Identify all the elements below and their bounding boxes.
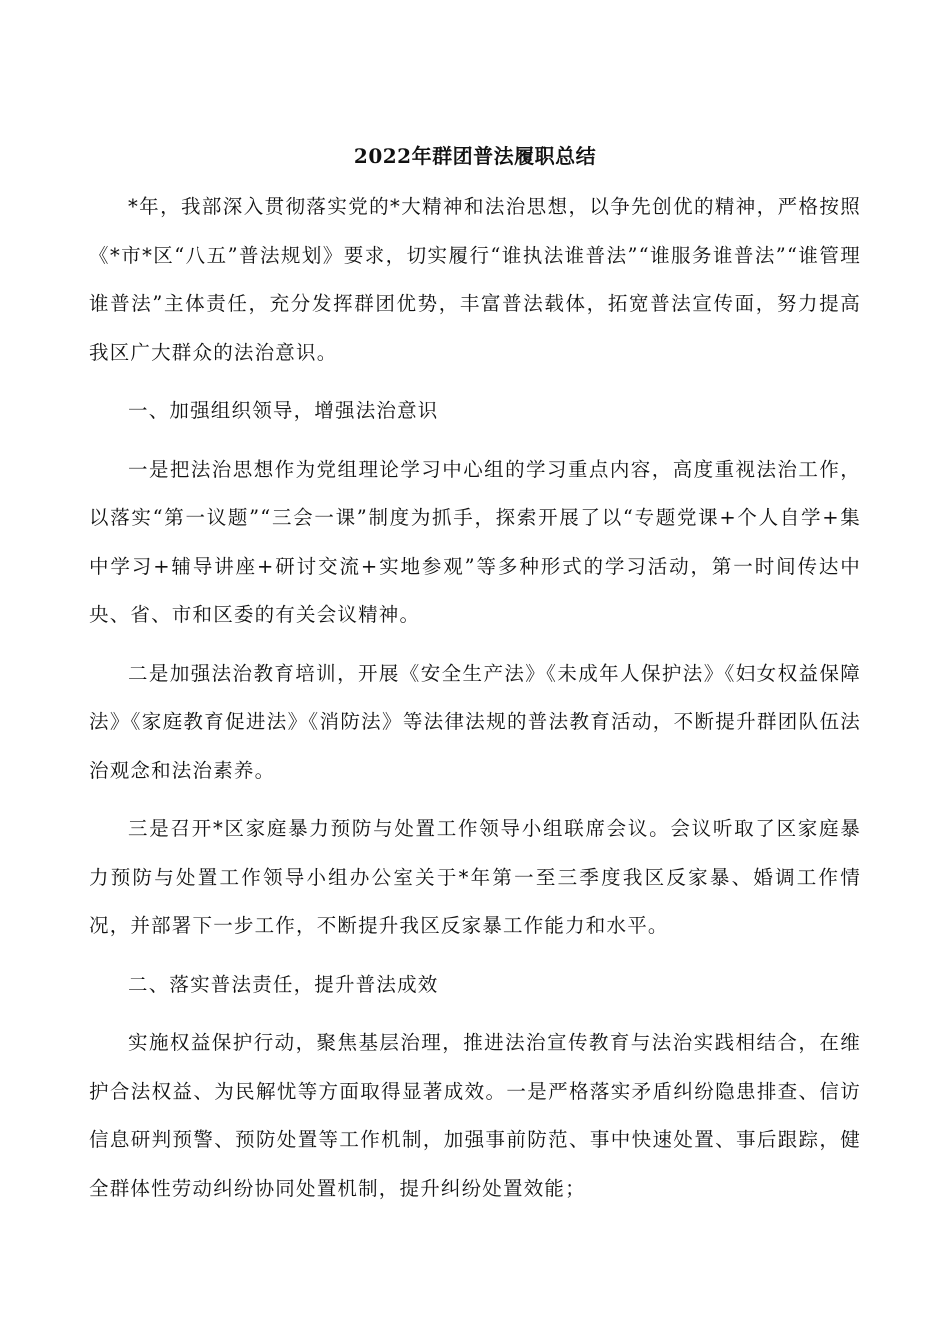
- document-title: 2022年群团普法履职总结: [353, 144, 597, 168]
- intro-paragraph: *年，我部深入贯彻落实党的*大精神和法治思想，以争先创优的精神，严格按照《*市*区“八五”普法规划》要求，切实履行“谁执法谁普法”“谁服务谁普法”“谁管理谁普法”主体责任，充分发挥群团优势，丰富普法载体，拓宽普法宣传面，努力提高我区广大群众的法治意识。: [89, 195, 861, 364]
- section-heading-2: 二、落实普法责任，提升普法成效: [128, 972, 439, 996]
- section1-paragraph-3: 三是召开*区家庭暴力预防与处置工作领导小组联席会议。会议听取了区家庭暴力预防与处置工作领导小组办公室关于*年第一至三季度我区反家暴、婚调工作情况，并部署下一步工作，不断提升我区反家暴工作能力和水平。: [89, 817, 861, 937]
- section1-paragraph-2: 二是加强法治教育培训，开展《安全生产法》《未成年人保护法》《妇女权益保障法》《家庭教育促进法》《消防法》等法律法规的普法教育活动，不断提升群团队伍法治观念和法治素养。: [89, 661, 861, 782]
- document-body: [89, 140, 861, 1213]
- section-heading-1: 一、加强组织领导，增强法治意识: [128, 399, 439, 422]
- section2-paragraph-1: 实施权益保护行动，聚焦基层治理，推进法治宣传教育与法治实践相结合，在维护合法权益、为民解忧等方面取得显著成效。一是严格落实矛盾纠纷隐患排查、信访信息研判预警、预防处置等工作机制，加强事前防范、事中快速处置、事后跟踪，健全群体性劳动纠纷协同处置机制，提升纠纷处置效能；: [89, 1031, 861, 1200]
- section1-paragraph-1: 一是把法治思想作为党组理论学习中心组的学习重点内容，高度重视法治工作，以落实“第一议题”“三会一课”制度为抓手，探索开展了以“专题党课+个人自学+集中学习+辅导讲座+研讨交流+实地参观”等多种形式的学习活动，第一时间传达中央、省、市和区委的有关会议精神。: [89, 457, 861, 626]
